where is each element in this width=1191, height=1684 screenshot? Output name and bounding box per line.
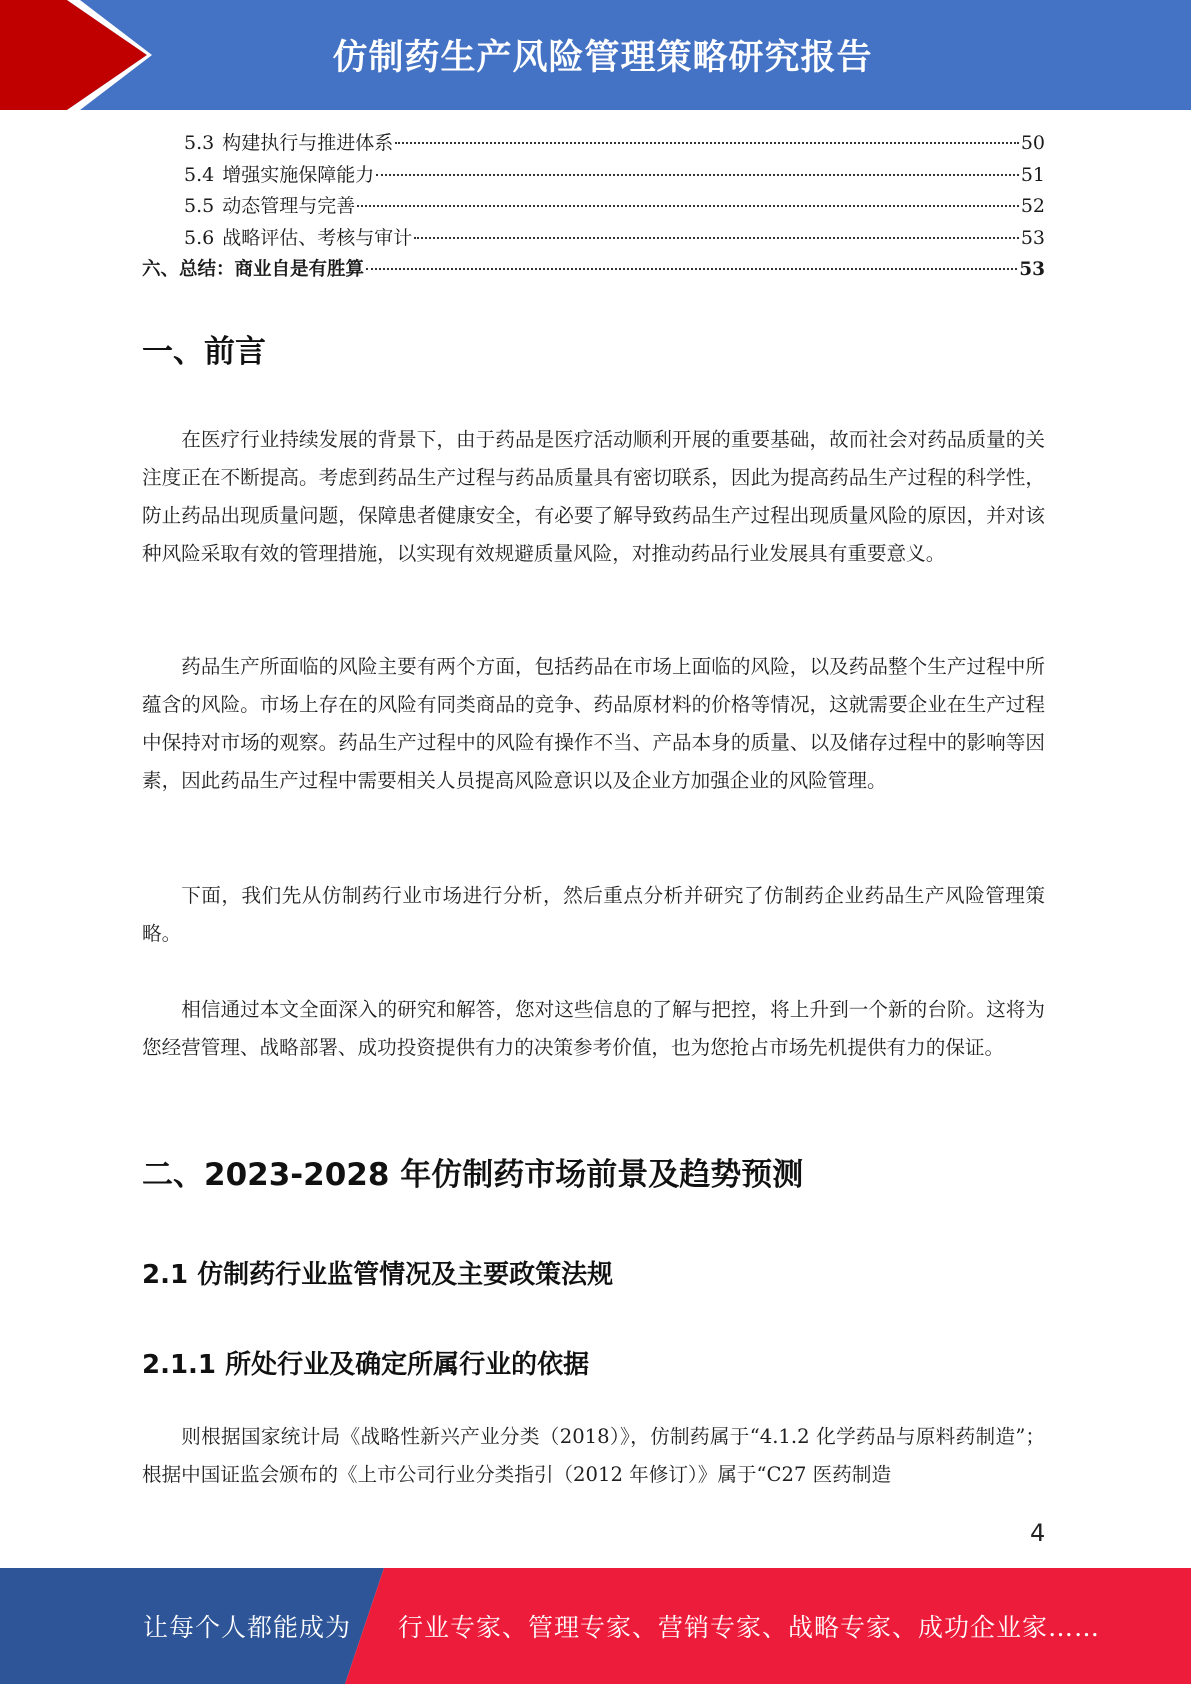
report-title: 仿制药生产风险管理策略研究报告 — [332, 38, 873, 78]
toc-entry[interactable] — [142, 160, 1045, 192]
toc-entry[interactable] — [142, 191, 1045, 223]
toc-leader-dots — [357, 205, 1019, 207]
footer-slogan-left: 让每个人都能成为 — [143, 1613, 352, 1642]
toc-entry-number: 5.5 — [184, 195, 215, 217]
body-paragraph: 相信通过本文全面深入的研究和解答，您对这些信息的了解与把控，将上升到一个新的台阶。这将为您经营管理、战略部署、成功投资提供有力的决策参考价值，也为您抢占市场先机提供有力的保证。 — [142, 998, 1045, 1059]
toc-entry-label: 动态管理与完善 — [222, 195, 356, 217]
page-number: 4 — [1030, 1519, 1046, 1547]
toc-entry-label: 构建执行与推进体系 — [222, 132, 394, 154]
toc-entry-page: 53 — [1020, 226, 1045, 249]
table-of-contents — [142, 128, 1045, 286]
toc-entry-label: 战略评估、考核与审计 — [222, 226, 413, 249]
footer-slogan-right: 行业专家、管理专家、营销专家、战略专家、成功企业家…… — [398, 1613, 1101, 1642]
toc-entry-label: 六、总结：商业自是有胜算 — [142, 259, 365, 280]
toc-entry-page: 53 — [1019, 259, 1045, 280]
toc-leader-dots — [414, 237, 1019, 239]
toc-entry-label: 增强实施保障能力 — [222, 163, 375, 186]
toc-leader-dots — [395, 142, 1019, 144]
toc-entry-number: 5.3 — [184, 132, 215, 154]
body-paragraph: 药品生产所面临的风险主要有两个方面，包括药品在市场上面临的风险，以及药品整个生产过程中所蕴含的风险。市场上存在的风险有同类商品的竞争、药品原材料的价格等情况，这就需要企业在生产过程中保持对市场的观察。药品生产过程中的风险有操作不当、产品本身的质量、以及储存过程中的影响等因素，因此药品生产过程中需要相关人员提高风险意识以及企业方加强企业的风险管理。 — [142, 655, 1045, 792]
toc-entry[interactable] — [142, 223, 1045, 255]
subsubsection-heading: 2.1.1 所处行业及确定所属行业的依据 — [142, 1350, 590, 1380]
toc-entry[interactable] — [142, 128, 1045, 160]
section-heading-market: 二、2023-2028 年仿制药市场前景及趋势预测 — [142, 1157, 804, 1193]
toc-leader-dots — [376, 174, 1019, 176]
body-paragraph: 在医疗行业持续发展的背景下，由于药品是医疗活动顺利开展的重要基础，故而社会对药品质量的关注度正在不断提高。考虑到药品生产过程与药品质量具有密切联系，因此为提高药品生产过程的科学性，防止药品出现质量问题，保障患者健康安全，有必要了解导致药品生产过程出现质量风险的原因，并对该种风险采取有效的管理措施，以实现有效规避质量风险，对推动药品行业发展具有重要意义。 — [142, 428, 1045, 565]
subsection-heading: 2.1 仿制药行业监管情况及主要政策法规 — [142, 1260, 614, 1290]
toc-entry-page: 50 — [1020, 132, 1045, 154]
toc-entry-number: 5.4 — [184, 163, 215, 186]
toc-entry-chapter[interactable] — [142, 254, 1045, 286]
header-banner — [0, 0, 1191, 110]
body-paragraph: 则根据国家统计局《战略性新兴产业分类（2018）》，仿制药属于“4.1.2 化学药品与原料药制造”；根据中国证监会颁布的《上市公司行业分类指引（2012 年修订）》属于“C27 医药制造 — [142, 1425, 1045, 1486]
toc-entry-page: 52 — [1020, 195, 1045, 217]
section-heading-preface: 一、前言 — [142, 334, 266, 370]
footer-banner — [0, 1568, 1191, 1684]
body-paragraph: 下面，我们先从仿制药行业市场进行分析，然后重点分析并研究了仿制药企业药品生产风险管理策略。 — [142, 884, 1045, 945]
toc-entry-page: 51 — [1020, 163, 1045, 186]
toc-leader-dots — [366, 268, 1017, 270]
toc-entry-number: 5.6 — [184, 226, 215, 249]
